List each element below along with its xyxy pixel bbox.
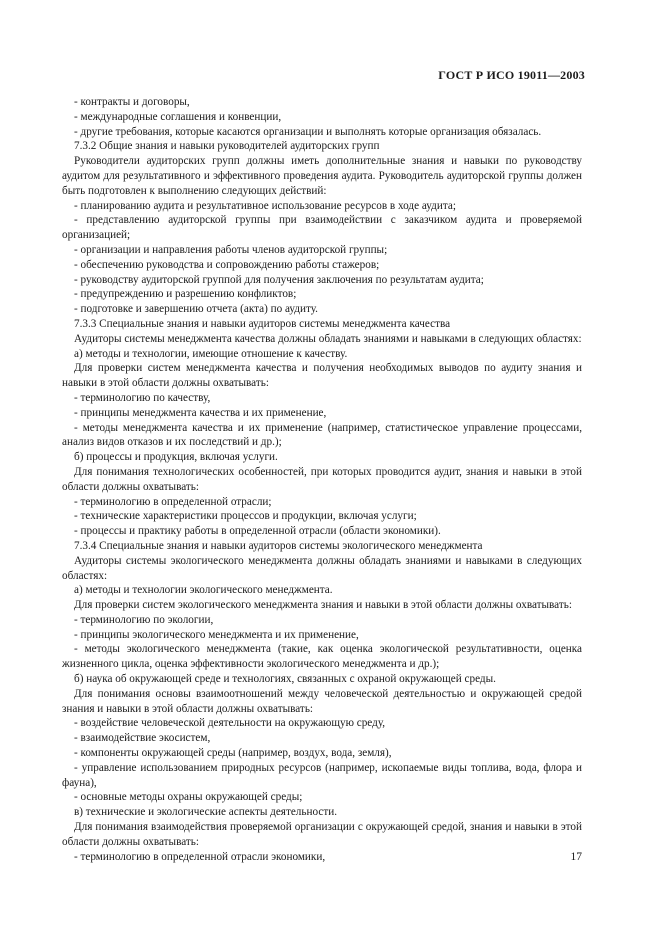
paragraph: Для понимания взаимодействия проверяемой организации с окружающей средой, знания и навыки в этой области должны охватывать: <box>62 821 582 848</box>
paragraph: - компоненты окружающей среды (например, воздух, вода, земля), <box>74 747 392 760</box>
paragraph: б) наука об окружающей среде и технологиях, связанных с охраной окружающей среды. <box>74 673 496 686</box>
paragraph: 7.3.2 Общие знания и навыки руководителей аудиторских групп <box>74 140 380 153</box>
paragraph: Руководители аудиторских групп должны иметь дополнительные знания и навыки по руководству аудитом для результативного и эффективного проведения аудита. Руководитель аудиторской группы должен быть подготовлен к выполнению следующих действий: <box>62 155 582 197</box>
paragraph: - международные соглашения и конвенции, <box>74 110 282 123</box>
paragraph: - руководству аудиторской группой для получения заключения по результатам аудита; <box>74 273 484 286</box>
paragraph: - управление использованием природных ресурсов (например, ископаемые виды топлива, вода, флора и фауна), <box>62 761 582 789</box>
paragraph: - подготовке и завершению отчета (акта) по аудиту. <box>74 303 318 316</box>
paragraph: Для проверки систем менеджмента качества и получения необходимых выводов по аудиту знания и навыки в этой области должны охватывать: <box>62 362 582 390</box>
paragraph: - процессы и практику работы в определенной отрасли (области экономики). <box>74 525 441 538</box>
paragraph: - принципы экологического менеджмента и их применение, <box>74 628 359 641</box>
paragraph: - технические характеристики процессов и продукции, включая услуги; <box>74 510 417 523</box>
paragraph: Аудиторы системы экологического менеджмента должны обладать знаниями и навыками в следующих областях: <box>62 554 582 582</box>
paragraph: - обеспечению руководства и сопровождению работы стажеров; <box>74 258 380 271</box>
paragraph: 7.3.3 Специальные знания и навыки аудиторов системы менеджмента качества <box>74 317 451 330</box>
paragraph: - организации и направления работы членов аудиторской группы; <box>74 243 388 256</box>
paragraph: - терминологию по качеству, <box>74 391 211 404</box>
paragraph: Аудиторы системы менеджмента качества должны обладать знаниями и навыками в следующих областях: <box>74 332 582 345</box>
paragraph: - методы менеджмента качества и их применение (например, статистическое управление процессами, анализ видов отказов и их последствий и др.); <box>62 421 582 449</box>
paragraph: - контракты и договоры, <box>74 96 190 108</box>
paragraph: - взаимодействие экосистем, <box>74 732 211 745</box>
paragraph: - терминологию в определенной отрасли экономики, <box>74 850 326 863</box>
paragraph: Для понимания основы взаимоотношений между человеческой деятельностью и окружающей средой знания и навыки в этой области должны охватывать: <box>62 687 582 715</box>
paragraph: б) процессы и продукция, включая услуги. <box>74 451 278 464</box>
paragraph: - принципы менеджмента качества и их применение, <box>74 406 327 419</box>
paragraph: Для понимания технологических особенностей, при которых проводится аудит, знания и навыки в этой области должны охватывать: <box>62 465 582 493</box>
document-body <box>62 95 582 864</box>
paragraph: - планированию аудита и результативное использование ресурсов в ходе аудита; <box>74 199 456 212</box>
paragraph: - другие требования, которые касаются организации и выполнять которые организация обязалась. <box>74 125 542 138</box>
paragraph: а) методы и технологии, имеющие отношение к качеству. <box>74 347 348 360</box>
document-header: ГОСТ Р ИСО 19011—2003 <box>438 68 585 82</box>
paragraph: - терминологию по экологии, <box>74 613 214 626</box>
paragraph: - воздействие человеческой деятельности на окружающую среду, <box>74 717 386 730</box>
paragraph: - представлению аудиторской группы при взаимодействии с заказчиком аудита и проверяемой организацией; <box>62 214 582 242</box>
paragraph: 7.3.4 Специальные знания и навыки аудиторов системы экологического менеджмента <box>74 539 483 552</box>
paragraph: - предупреждению и разрешению конфликтов; <box>74 288 297 301</box>
page-number: 17 <box>570 851 582 863</box>
paragraph: Для проверки систем экологического менеджмента знания и навыки в этой области должны охватывать: <box>74 599 572 612</box>
paragraph: в) технические и экологические аспекты деятельности. <box>74 806 337 819</box>
paragraph: - терминологию в определенной отрасли; <box>74 495 272 508</box>
paragraph: - методы экологического менеджмента (такие, как оценка экологической результативности, оценка жизненного цикла, оценка эффективности экологического менеджмента и др.); <box>62 643 582 671</box>
paragraph: а) методы и технологии экологического менеджмента. <box>74 584 333 597</box>
paragraph: - основные методы охраны окружающей среды; <box>74 791 303 804</box>
